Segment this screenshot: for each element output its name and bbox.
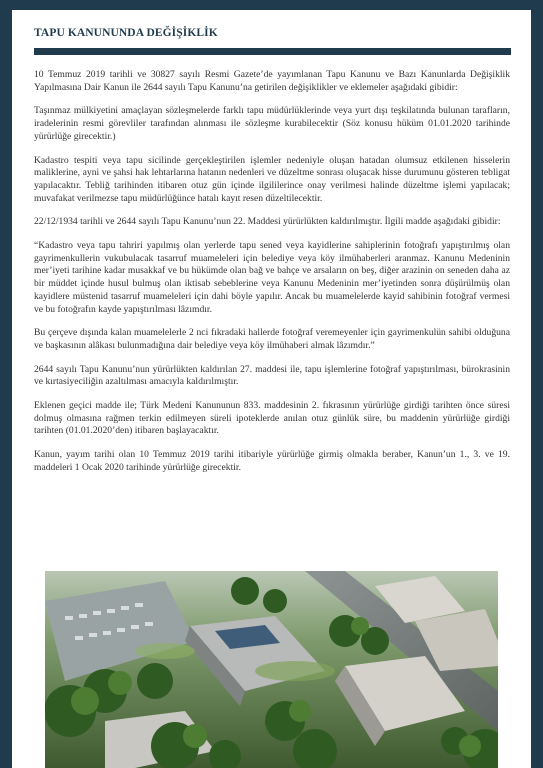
paragraph-intro: 10 Temmuz 2019 tarihli ve 30827 sayılı Resmi Gazete’de yayımlanan Tapu Kanunu ve Bazı Kanunlarda Değişiklik Yapılmasına Dair Kanun ile 2644 sayılı Tapu Kanunu’na getirilen değişiklikler ve eklemeler aşağıdaki gibidir:	[34, 69, 510, 93]
aerial-town-photo	[45, 571, 498, 768]
page-title: TAPU KANUNUNDA DEĞİŞİKLİK	[34, 27, 218, 39]
paragraph-temporary-article: Eklenen geçici madde ile; Türk Medeni Kanununun 833. maddesinin 2. fıkrasının yürürlüğe girdiği tarihten önce süresi dolmuş olmasına rağmen terkin edilmeyen süreli ipoteklerde anılan otuz günlük süre, bu maddenin yürürlüğe girdiği tarihten (01.01.2020’den) itibaren başlayacaktır.	[34, 400, 510, 437]
title-underline-bar	[34, 48, 511, 55]
paragraph-cadastre-error: Kadastro tespiti veya tapu sicilinde gerçekleştirilen işlemler nedeniyle oluşan hatadan olumsuz etkilenen hisselerin maliklerine, ayni ve şahsi hak lehtarlarına hatanın nedenleri ve düzeltme sonrası oluşacak hisse durumunu gösteren tebligat yapılacaktır. Tebliğ tarihinden itibaren otuz gün içinde ilgililerince onay verilmesi halinde düzeltme işlemi yapılacak; muvafakat verilmezse tapu müdürlüğünce hatalı kayıt resen düzeltilecektir.	[34, 154, 510, 204]
paragraph-article-27: 2644 sayılı Tapu Kanunu’nun yürürlükten kaldırılan 27. maddesi ile, tapu işlemlerine fotoğraf yapıştırılması, bürokrasinin ve kırtasiyeciliğin azaltılması amacıyla kaldırılmıştır.	[34, 363, 510, 388]
article-body	[34, 69, 510, 486]
document-page	[12, 10, 531, 768]
paragraph-effective-date: Kanun, yayım tarihi olan 10 Temmuz 2019 tarihi itibariyle yürürlüğe girmiş olmakla beraber, Kanun’un 1., 3. ve 19. maddeleri 1 Ocak 2020 tarihinde yürürlüğe girecektir.	[34, 449, 510, 473]
paragraph-quote-part-2: Bu çerçeve dışında kalan muamelelerle 2 nci fıkradaki hallerde fotoğraf veremeyenler için gayrimenkulün sahibi olduğuna ve başkasının alâkası bulunmadığına dair belediye veya köy ilmühaberi almak lâzımdır.”	[34, 327, 510, 351]
paragraph-quote-part-1: “Kadastro veya tapu tahriri yapılmış olan yerlerde tapu sened veya kayidlerine sahiplerinin fotoğrafı yapıştırılmış olan gayrimenkullerin vukubulacak tasarruf muameleleri için belediye veya köy ilmühaberleri aranmaz. Kanunu Medeninin mer’iyeti tarihine kadar musakkaf ve bu hükümde olan bağ ve bahçe ve arsaların on beş, diğer arazinin on seneden daha az bir müddet içinde husul bulmuş olan iktisab sebeblerine veya Kanunu Medeninin mer’iyetinden sonra düşürülmüş olan kayidlere müstenid tasarruf muameleleri için dahi böyle yapılır. Ancak bu muamelelerde kayid sahibinin fotoğraf vermesi ve bu fotoğrafın kayde yapıştırılması lâzımdır.	[34, 240, 510, 315]
paragraph-contracts: Taşınmaz mülkiyetini amaçlayan sözleşmelerde farklı tapu müdürlüklerinde veya yurt dışı teşkilatında bulunan tarafların, iradelerinin resmi görevliler tarafından alınması ile sözleşme kurabilecektir (Söz konusu hüküm 01.01.2020 tarihinde yürürlüğe girecektir.)	[34, 105, 510, 142]
paragraph-article-22: 22/12/1934 tarihli ve 2644 sayılı Tapu Kanunu’nun 22. Maddesi yürürlükten kaldırılmıştır. İlgili madde aşağıdaki gibidir:	[34, 216, 501, 228]
